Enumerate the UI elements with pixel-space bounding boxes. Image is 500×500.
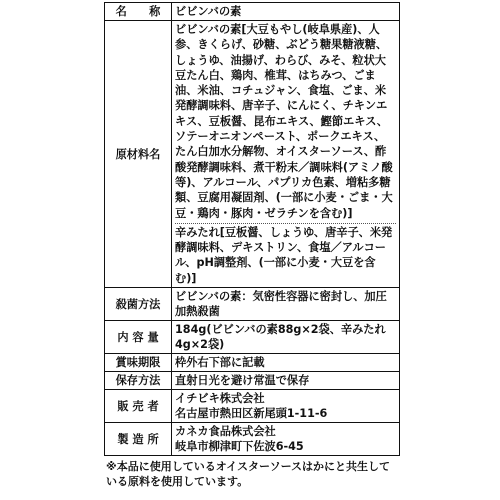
- row-name: [105, 3, 400, 21]
- seller-address: 名古屋市熱田区新尾頭1-11-6: [175, 407, 328, 421]
- seller-company: イチビキ株式会社: [175, 392, 265, 406]
- label-seller: 販 売 者: [105, 390, 172, 423]
- row-seller: [105, 390, 400, 423]
- value-sterilization: ビビンバの素：気密性容器に密封し、加圧加熱殺菌: [172, 288, 400, 321]
- label-content: 内 容 量: [105, 321, 172, 354]
- label-ingredients: 原材料名: [105, 21, 172, 288]
- value-seller: [172, 390, 400, 423]
- label-best-before: 賞味期限: [105, 354, 172, 372]
- value-manufacturer: [172, 423, 400, 456]
- label-name: 名 称: [105, 3, 172, 21]
- value-content: 184g(ビビンバの素88g×2袋、辛みたれ4g×2袋): [172, 321, 400, 354]
- value-storage: 直射日光を避け常温で保存: [172, 372, 400, 390]
- ingredients-main: ビビンバの素[大豆もやし(岐阜県産)、人参、きくらげ、砂糖、ぶどう糖果糖液糖、しょうゆ、油揚げ、わらび、みそ、粒状大豆たん白、鶏肉、椎茸、はちみつ、ごま油、米油、コチュジャン、食塩、ごま、米発酵調味料、唐辛子、にんにく、チキンエキス、豆板醤、昆布エキス、鰹節エキス、ソテーオニオンペースト、ポークエキス、たん白加水分解物、オイスターソース、酢酸発酵調味料、煮干粉末／調味料(アミノ酸等)、アルコール、パプリカ色素、増粘多糖類、豆腐用凝固剤、(一部に小麦・ごま・大豆・鶏肉・豚肉・ゼラチンを含む)]: [175, 23, 393, 220]
- value-ingredients: [172, 21, 400, 288]
- row-manufacturer: [105, 423, 400, 456]
- row-sterilization: [105, 288, 400, 321]
- manufacturer-address: 岐阜市柳津町下佐波6-45: [175, 440, 304, 454]
- label-storage: 保存方法: [105, 372, 172, 390]
- ingredients-divider: [175, 223, 396, 224]
- row-best-before: [105, 354, 400, 372]
- label-sterilization: 殺菌方法: [105, 288, 172, 321]
- footnote: ※本品に使用しているオイスターソースはかにと共生している原料を使用しています。: [106, 460, 391, 489]
- nutrition-info-table: [104, 2, 400, 456]
- ingredients-sauce: 辛みたれ[豆板醤、しょうゆ、唐辛子、米発酵調味料、デキストリン、食塩／アルコール、pH調整剤、(一部に小麦・大豆を含む)]: [175, 225, 393, 285]
- manufacturer-company: カネカ食品株式会社: [175, 425, 276, 439]
- value-name: ビビンバの素: [172, 3, 400, 21]
- food-label: [104, 2, 400, 498]
- label-manufacturer: 製 造 所: [105, 423, 172, 456]
- value-best-before: 枠外右下部に記載: [172, 354, 400, 372]
- row-content: [105, 321, 400, 354]
- row-storage: [105, 372, 400, 390]
- row-ingredients: [105, 21, 400, 288]
